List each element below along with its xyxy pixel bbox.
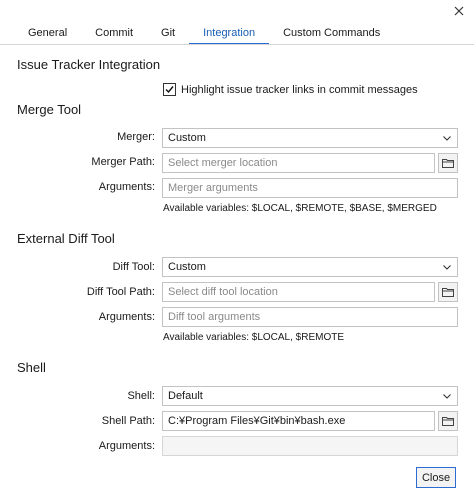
tab-bar bbox=[14, 22, 394, 44]
chevron-down-icon bbox=[443, 265, 451, 270]
merger-arguments-input[interactable] bbox=[162, 178, 458, 198]
highlight-issue-links-checkbox[interactable] bbox=[163, 83, 176, 96]
folder-icon bbox=[442, 416, 454, 426]
merger-label: Merger: bbox=[117, 131, 155, 143]
merge-tool-title: Merge Tool bbox=[17, 102, 82, 117]
close-button[interactable]: Close bbox=[416, 467, 456, 488]
shell-path-browse-button[interactable] bbox=[438, 411, 458, 431]
highlight-issue-links-label: Highlight issue tracker links in commit messages bbox=[181, 83, 418, 96]
merger-arguments-label: Arguments: bbox=[98, 181, 155, 193]
diff-arguments-placeholder: Diff tool arguments bbox=[168, 311, 261, 323]
shell-title: Shell bbox=[17, 360, 46, 375]
diff-tool-path-browse-button[interactable] bbox=[438, 282, 458, 302]
merger-path-label: Merger Path: bbox=[91, 156, 155, 168]
shell-path-input[interactable] bbox=[162, 411, 435, 431]
diff-tool-path-label: Diff Tool Path: bbox=[86, 286, 155, 298]
diff-arguments-input[interactable] bbox=[162, 307, 458, 327]
diff-arguments-label: Arguments: bbox=[98, 311, 155, 323]
diff-tool-path-placeholder: Select diff tool location bbox=[168, 286, 278, 298]
tab-commit[interactable]: Commit bbox=[95, 27, 134, 39]
tab-git[interactable]: Git bbox=[161, 27, 176, 39]
checkmark-icon bbox=[165, 85, 174, 94]
shell-label: Shell: bbox=[127, 390, 155, 402]
merger-select[interactable] bbox=[162, 128, 458, 148]
shell-arguments-input[interactable] bbox=[162, 436, 458, 456]
folder-icon bbox=[442, 287, 454, 297]
tab-general[interactable]: General bbox=[28, 27, 68, 39]
merger-arguments-placeholder: Merger arguments bbox=[168, 182, 258, 194]
highlight-issue-links-row[interactable] bbox=[163, 83, 418, 96]
merger-path-placeholder: Select merger location bbox=[168, 157, 278, 169]
diff-tool-value: Custom bbox=[168, 261, 206, 273]
shell-arguments-label: Arguments: bbox=[98, 440, 155, 452]
diff-tool-path-input[interactable] bbox=[162, 282, 435, 302]
merger-value: Custom bbox=[168, 132, 206, 144]
shell-value: Default bbox=[168, 390, 203, 402]
tab-custom-commands[interactable]: Custom Commands bbox=[283, 27, 381, 39]
close-icon[interactable] bbox=[448, 0, 470, 22]
diff-tool-label: Diff Tool: bbox=[112, 261, 155, 273]
merger-path-input[interactable] bbox=[162, 153, 435, 173]
chevron-down-icon bbox=[443, 394, 451, 399]
chevron-down-icon bbox=[443, 136, 451, 141]
shell-select[interactable] bbox=[162, 386, 458, 406]
diff-variables-hint: Available variables: $LOCAL, $REMOTE bbox=[163, 332, 345, 343]
shell-path-value: C:¥Program Files¥Git¥bin¥bash.exe bbox=[168, 415, 346, 427]
merger-path-browse-button[interactable] bbox=[438, 153, 458, 173]
tab-divider bbox=[0, 44, 474, 45]
folder-icon bbox=[442, 158, 454, 168]
diff-tool-title: External Diff Tool bbox=[17, 231, 115, 246]
issue-tracker-title: Issue Tracker Integration bbox=[17, 57, 161, 72]
merge-variables-hint: Available variables: $LOCAL, $REMOTE, $BASE, $MERGED bbox=[163, 203, 437, 214]
shell-path-label: Shell Path: bbox=[101, 415, 155, 427]
diff-tool-select[interactable] bbox=[162, 257, 458, 277]
tab-integration[interactable]: Integration bbox=[189, 22, 269, 44]
